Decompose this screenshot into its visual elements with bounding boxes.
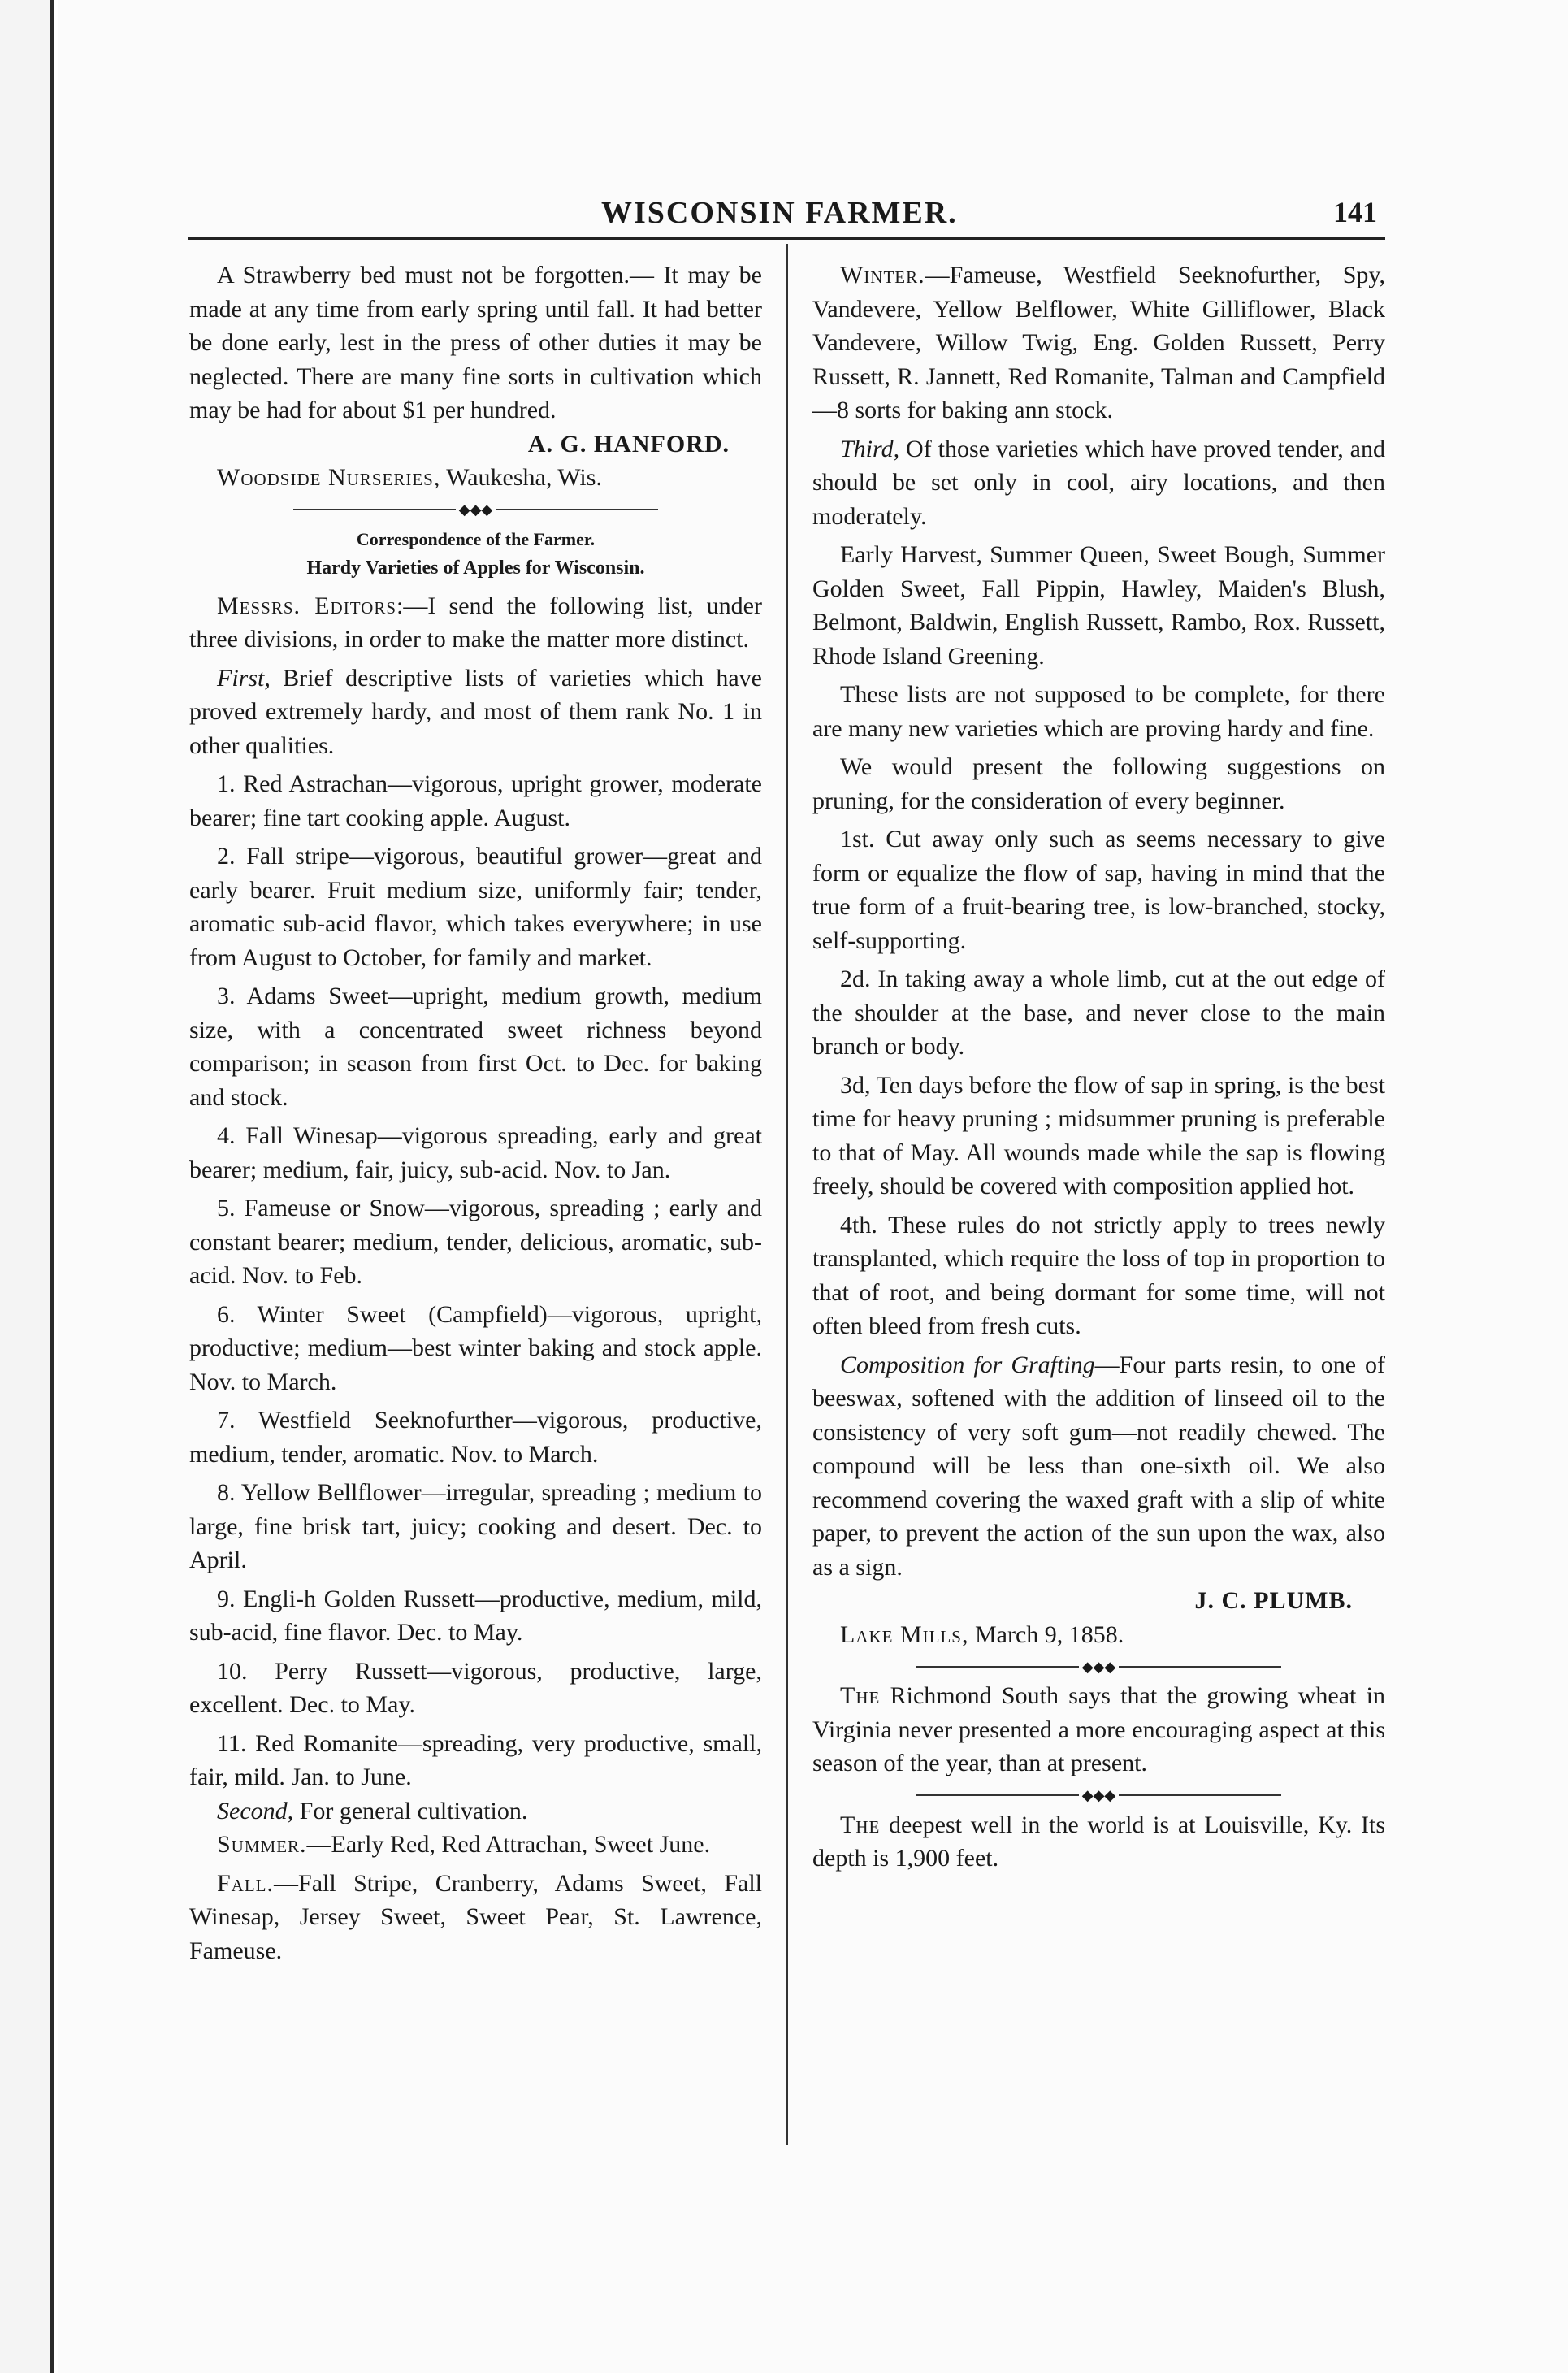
second-paragraph bbox=[189, 1794, 762, 1829]
composition-paragraph bbox=[812, 1348, 1385, 1585]
divider-ornament-2: ◆◆◆ bbox=[1081, 1658, 1116, 1675]
strawberry-paragraph: A Strawberry bed must not be forgotten.— It may be made at any time from early spring until fall. It had better be done early, lest in the press of other duties it may be neglected. There are many fine sorts in cultivation which may be had for about $1 per hundred. bbox=[189, 262, 762, 423]
pruning-rule-2: 2d. In taking away a whole limb, cut at the out edge of the shoulder at the base, and never close to the main branch or body. bbox=[812, 965, 1385, 1060]
summer-label: Summer. bbox=[217, 1831, 307, 1858]
third-label: Third, bbox=[840, 435, 900, 462]
variety-item-10: 10. Perry Russett—vigorous, productive, large, excellent. Dec. to May. bbox=[189, 1657, 762, 1718]
messrs-paragraph bbox=[189, 589, 762, 657]
variety-item-9: 9. Engli-h Golden Russett—productive, medium, mild, sub-acid, fine flavor. Dec. to May. bbox=[189, 1585, 762, 1646]
variety-item-6: 6. Winter Sweet (Campfield)—vigorous, upright, productive; medium—best winter baking and stock apple. Nov. to March. bbox=[189, 1300, 762, 1395]
signature-hanford: A. G. HANFORD. bbox=[527, 430, 730, 458]
fall-label: Fall. bbox=[217, 1869, 275, 1897]
page-binding-edge bbox=[0, 0, 54, 2373]
winter-label: Winter. bbox=[840, 262, 925, 288]
variety-item-1: 1. Red Astrachan—vigorous, upright grower, moderate bearer; fine tart cooking apple. August. bbox=[189, 770, 762, 831]
third-paragraph bbox=[812, 432, 1385, 534]
place-plumb-name: Lake Mills, bbox=[840, 1620, 969, 1648]
composition-label: Composition for Grafting bbox=[840, 1351, 1095, 1378]
header-rule bbox=[188, 237, 1385, 240]
column-rule bbox=[786, 244, 788, 2145]
second-label: Second, bbox=[217, 1797, 294, 1824]
place-hanford-name: Woodside Nurseries, bbox=[217, 464, 441, 491]
well-lead: The bbox=[840, 1811, 881, 1838]
fall-text: —Fall Stripe, Cranberry, Adams Sweet, Fall Winesap, Jersey Sweet, Sweet Pear, St. Lawrence, Fameuse. bbox=[189, 1869, 762, 1964]
place-plumb-rest: March 9, 1858. bbox=[968, 1620, 1124, 1648]
richmond-paragraph bbox=[812, 1679, 1385, 1781]
journal-title: WISCONSIN FARMER. bbox=[601, 196, 958, 230]
section-divider-3 bbox=[812, 1785, 1385, 1807]
winter-text: —Fameuse, Westfield Seeknofurther, Spy, Vandevere, Yellow Belflower, White Gilliflower, Black Vandevere, Willow Twig, Eng. Golden Russett, Perry Russett, R. Jannett, Red Romanite, Talman and Campfield—8 sorts for baking ann stock. bbox=[812, 262, 1385, 423]
signature-plumb: J. C. PLUMB. bbox=[1194, 1587, 1353, 1614]
variety-item-8: 8. Yellow Bellflower—irregular, spreading ; medium to large, fine brisk tart, juicy; cooking and desert. Dec. to April. bbox=[189, 1479, 762, 1573]
well-text: deepest well in the world is at Louisville, Ky. Its depth is 1,900 feet. bbox=[812, 1811, 1385, 1872]
summer-paragraph bbox=[189, 1828, 762, 1862]
first-label: First, bbox=[217, 664, 271, 692]
winter-paragraph bbox=[812, 258, 1385, 427]
page-number: 141 bbox=[1333, 196, 1377, 228]
article-heading: Hardy Varieties of Apples for Wisconsin. bbox=[306, 557, 645, 579]
left-column bbox=[189, 258, 762, 1967]
section-divider bbox=[189, 500, 762, 521]
section-divider-2 bbox=[812, 1656, 1385, 1677]
variety-item-2: 2. Fall stripe—vigorous, beautiful grower—great and early bearer. Fruit medium size, uniformly fair; tender, aromatic sub-acid flavor, which takes everywhere; in use from August to October, for family and market. bbox=[189, 843, 762, 971]
third-text: Of those varieties which have proved tender, and should be set only in cool, airy locations, and then moderately. bbox=[812, 435, 1385, 530]
messrs-salutation: Messrs. Editors bbox=[217, 592, 397, 619]
variety-item-4: 4. Fall Winesap—vigorous spreading, early and great bearer; medium, fair, juicy, sub-acid. Nov. to Jan. bbox=[189, 1122, 762, 1183]
correspondence-label: Correspondence of the Farmer. bbox=[356, 528, 596, 549]
second-text: For general cultivation. bbox=[293, 1797, 528, 1824]
variety-item-7: 7. Westfield Seeknofurther—vigorous, productive, medium, tender, aromatic. Nov. to March. bbox=[189, 1407, 762, 1468]
right-column bbox=[812, 258, 1385, 1876]
lists-not-complete: These lists are not supposed to be complete, for there are many new varieties which are proving hardy and fine. bbox=[812, 681, 1385, 742]
variety-item-5: 5. Fameuse or Snow—vigorous, spreading ; early and constant bearer; medium, tender, delicious, aromatic, sub-acid. Nov. to Feb. bbox=[189, 1195, 762, 1289]
first-text: Brief descriptive lists of varieties which have proved extremely hardy, and most of them rank No. 1 in other qualities. bbox=[189, 664, 762, 759]
composition-text: —Four parts resin, to one of beeswax, softened with the addition of linseed oil to the consistency of very soft gum—not readily chewed. The compound will be less than one-sixth oil. We also recommend covering the waxed graft with a slip of white paper, to prevent the action of the sun upon the wax, also as a sign. bbox=[812, 1351, 1385, 1581]
pruning-rule-3: 3d, Ten days before the flow of sap in spring, is the best time for heavy pruning ; midsummer pruning is preferable to that of May. All wounds made while the sap is flowing freely, should be covered with composition applied hot. bbox=[812, 1071, 1385, 1200]
pruning-rule-4: 4th. These rules do not strictly apply to trees newly transplanted, which require the loss of top in proportion to that of root, and being dormant for some time, will not often bleed from fresh cuts. bbox=[812, 1211, 1385, 1339]
richmond-lead: The bbox=[840, 1682, 881, 1709]
divider-ornament: ◆◆◆ bbox=[458, 501, 493, 518]
messrs-text: :—I send the following list, under three divisions, in order to make the matter more distinct. bbox=[189, 592, 762, 653]
first-paragraph bbox=[189, 662, 762, 763]
fall-paragraph bbox=[189, 1867, 762, 1968]
pruning-intro: We would present the following suggestions on pruning, for the consideration of every beginner. bbox=[812, 753, 1385, 814]
variety-item-3: 3. Adams Sweet—upright, medium growth, medium size, with a concentrated sweet richness beyond comparison; in season from first Oct. to Dec. for baking and stock. bbox=[189, 983, 762, 1111]
running-header bbox=[191, 195, 1377, 232]
summer-text: —Early Red, Red Attrachan, Sweet June. bbox=[306, 1831, 711, 1858]
place-plumb bbox=[812, 1618, 1385, 1652]
place-hanford-rest: Waukesha, Wis. bbox=[440, 464, 602, 491]
divider-ornament-3: ◆◆◆ bbox=[1081, 1787, 1116, 1804]
richmond-text: Richmond South says that the growing wheat in Virginia never presented a more encouraging aspect at this season of the year, than at present. bbox=[812, 1682, 1385, 1776]
well-paragraph bbox=[812, 1808, 1385, 1876]
pruning-rule-1: 1st. Cut away only such as seems necessary to give form or equalize the flow of sap, having in mind that the true form of a fruit-bearing tree, is low-branched, stocky, self-supporting. bbox=[812, 826, 1385, 954]
place-hanford bbox=[189, 461, 762, 495]
tender-varieties-list: Early Harvest, Summer Queen, Sweet Bough, Summer Golden Sweet, Fall Pippin, Hawley, Maiden's Blush, Belmont, Baldwin, English Russett, Rambo, Rox. Russett, Rhode Island Greening. bbox=[812, 541, 1385, 670]
variety-item-11: 11. Red Romanite—spreading, very productive, small, fair, mild. Jan. to June. bbox=[189, 1729, 762, 1790]
